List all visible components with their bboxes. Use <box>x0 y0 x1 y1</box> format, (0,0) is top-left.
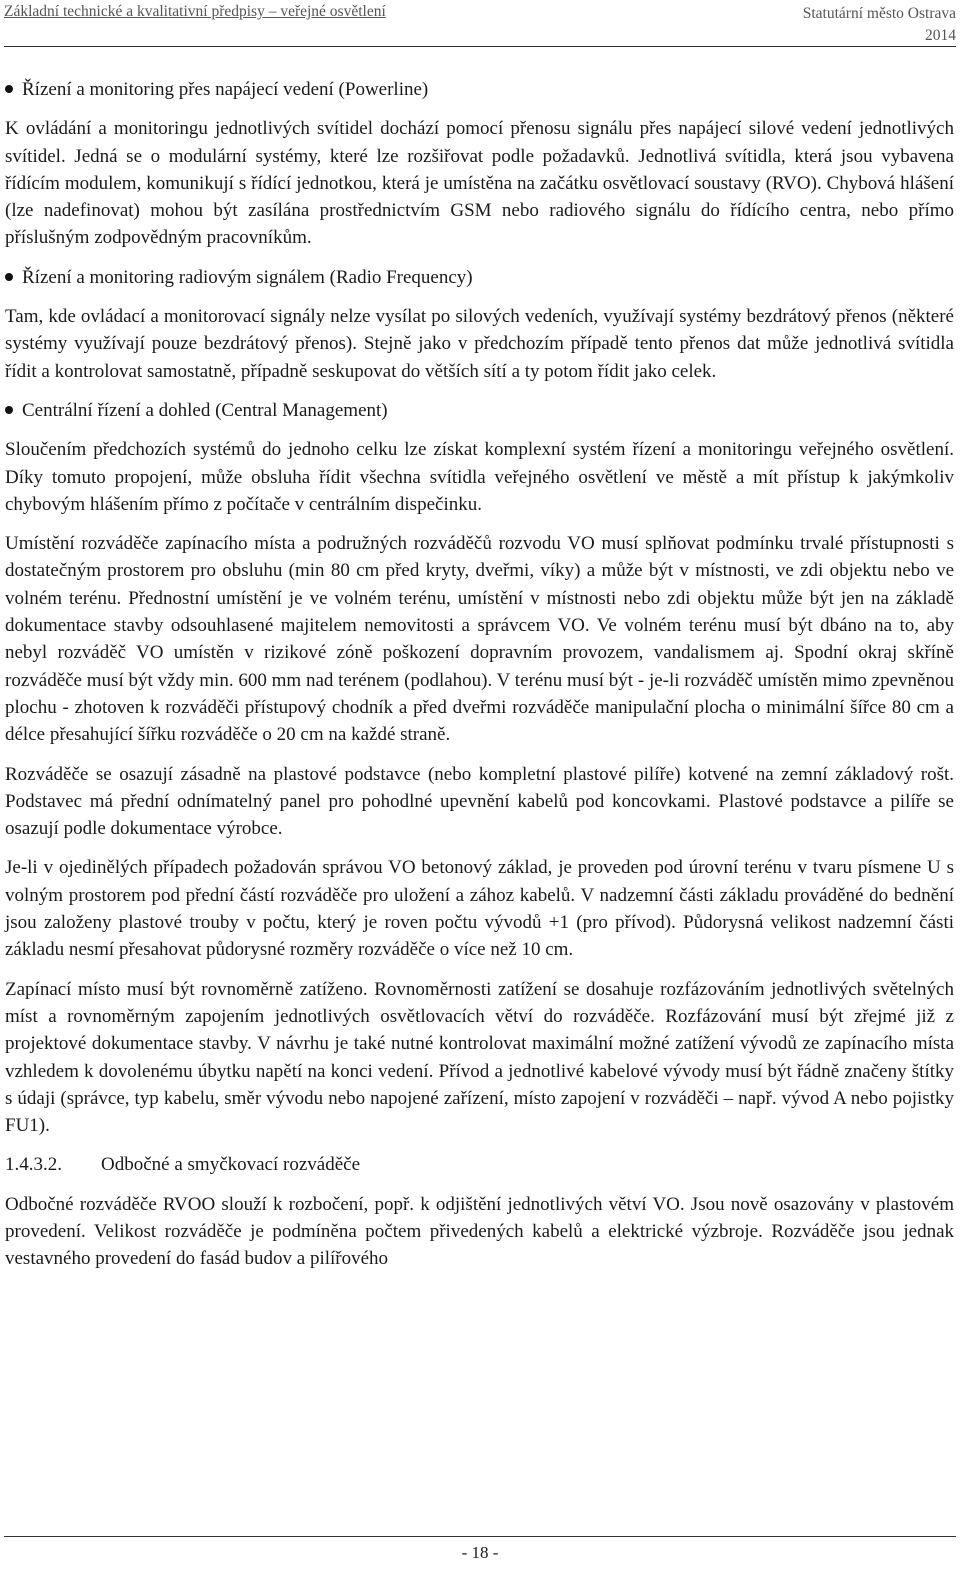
powerline-paragraph: K ovládání a monitoringu jednotlivých svítidel dochází pomocí přenosu signálu přes napájecí silové vedení jednotlivých svítidel. Jedná se o modulární systémy, které lze rozšiřovat podle požadavků. Jednotlivá svítidla, která jsou vybavena řídícím modulem, komunikují s řídící jednotkou, která je umístěna na začátku osvětlovací soustavy (RVO). Chybová hlášení (lze nadefinovat) mohou být zasílána prostřednictvím GSM nebo radiového signálu do řídícího centra, nebo přímo příslušným zodpovědným pracovníkům. <box>5 118 954 249</box>
central-paragraph: Sloučením předchozích systémů do jednoho celku lze získat komplexní systém řízení a monitoringu veřejného osvětlení. Díky tomuto propojení, může obsluha řídit všechna svítidla veřejného osvětlení ve městě a mít přístup k jakýmkoliv chybovým hlášením přímo z počítače v centrálním dispečinku. <box>5 439 954 515</box>
powerline-title: Řízení a monitoring přes napájecí vedení (Powerline) <box>22 79 429 100</box>
placement-paragraph: Umístění rozváděče zapínacího místa a podružných rozváděčů rozvodu VO musí splňovat podmínku trvalé přístupnosti s dostatečným prostorem pro obsluhu (min 80 cm před kryty, dveřmi, víky) a může být v místnosti, ve zdi objektu nebo ve volném terénu. Přednostní umístění je ve volném terénu, umístění v místnosti nebo zdi objektu může být jen na základě dokumentace stavby odsouhlasené majitelem nemovitosti a správcem VO. Ve volném terénu musí být dbáno na to, aby nebyl rozváděč VO umístěn v rizikové zóně poškození dopravním provozem, vandalismem aj. Spodní okraj skříně rozváděče musí být vždy min. 600 mm nad terénem (podlahou). V terénu musí být - je-li rozváděč umístěn mimo zpevněnou plochu - zhotoven k rozváděči přístupový chodník a před dveřmi rozváděče manipulační plocha o minimální šířce 80 cm a délce přesahující šířku rozváděče o 20 cm na každé straně. <box>5 533 954 746</box>
central-title: Centrální řízení a dohled (Central Management) <box>22 399 388 421</box>
bullet-icon <box>5 273 13 281</box>
document-year: 2014 <box>925 27 956 44</box>
mounting-paragraph: Rozváděče se osazují zásadně na plastové podstavce (nebo kompletní plastové pilíře) kotvené na zemní základový rošt. Podstavec má přední odnímatelný panel pro pohodlné upevnění kabelů pod koncovkami. Plastové podstavce a pilíře se osazují podle dokumentace výrobce. <box>5 763 954 840</box>
radio-paragraph: Tam, kde ovládací a monitorovací signály nelze vysílat po silových vedeních, využívají systémy bezdrátový přenos (některé systémy využívají pouze bezdrátový přenos). Stejně jako v předchozím případě tento přenos dat může jednotlivá svítidla řídit a kontrolovat samostatně, případně seskupovat do větších sítí a ty potom řídit jako celek. <box>5 306 954 382</box>
subsection-number: 1.4.3.2. <box>5 1154 62 1176</box>
subsection-heading <box>5 1151 954 1178</box>
bullet-powerline <box>5 76 954 103</box>
branch-paragraph: Odbočné rozváděče RVOO slouží k rozbočení, popř. k odjištění jednotlivých větví VO. Jsou nově osazovány v plastovém provedení. Velikost rozváděče je podmíněna počtem přivedených kabelů a elektrické výzbroje. Rozváděče jsou jednak vestavného provedení do fasád budov a pilířového <box>5 1193 954 1270</box>
load-paragraph: Zapínací místo musí být rovnoměrně zatíženo. Rovnoměrnosti zatížení se dosahuje rozfázováním jednotlivých světelných míst a rovnoměrným zapojením jednotlivých osvětlovacích větví do rozváděče. Rozfázování musí být zřejmé již z projektové dokumentace stavby. V návrhu je také nutné kontrolovat maximální možné zatížení vývodů ze zapínacího místa vzhledem k dovolenému úbytku napětí na konci vedení. Přívod a jednotlivé kabelové vývody musí být řádně značeny štítky s údaji (správce, typ kabelu, směr vývodu nebo napojené zařízení, místo zapojení v rozváděči – např. vývod A nebo pojistky FU1). <box>5 978 954 1137</box>
document-body <box>5 76 954 1285</box>
document-title: Základní technické a kvalitativní předpisy – veřejné osvětlení <box>4 3 386 20</box>
foundation-paragraph: Je-li v ojedinělých případech požadován správou VO betonový základ, je proveden pod úrovní terénu v tvaru písmene U s volným prostorem pod přední částí rozváděče pro uložení a zához kabelů. V nadzemní části základu prováděné do bednění jsou založeny plastové trouby v počtu, který je roven počtu vývodů +1 (pro přívod). Půdorysná velikost nadzemní části základu nesmí přesahovat půdorysné rozměry rozváděče o více než 10 cm. <box>5 857 954 961</box>
organization-name: Statutární město Ostrava <box>802 5 956 22</box>
page-header <box>4 0 956 47</box>
subsection-title: Odbočné a smyčkovací rozváděče <box>101 1154 361 1176</box>
bullet-icon <box>5 85 13 93</box>
bullet-central <box>5 397 954 424</box>
radio-title: Řízení a monitoring radiovým signálem (Radio Frequency) <box>22 266 473 288</box>
bullet-icon <box>5 406 13 414</box>
page-footer <box>4 1536 956 1563</box>
bullet-radio <box>5 264 954 291</box>
page-number: - 18 - <box>461 1543 499 1562</box>
header-right <box>803 3 956 47</box>
